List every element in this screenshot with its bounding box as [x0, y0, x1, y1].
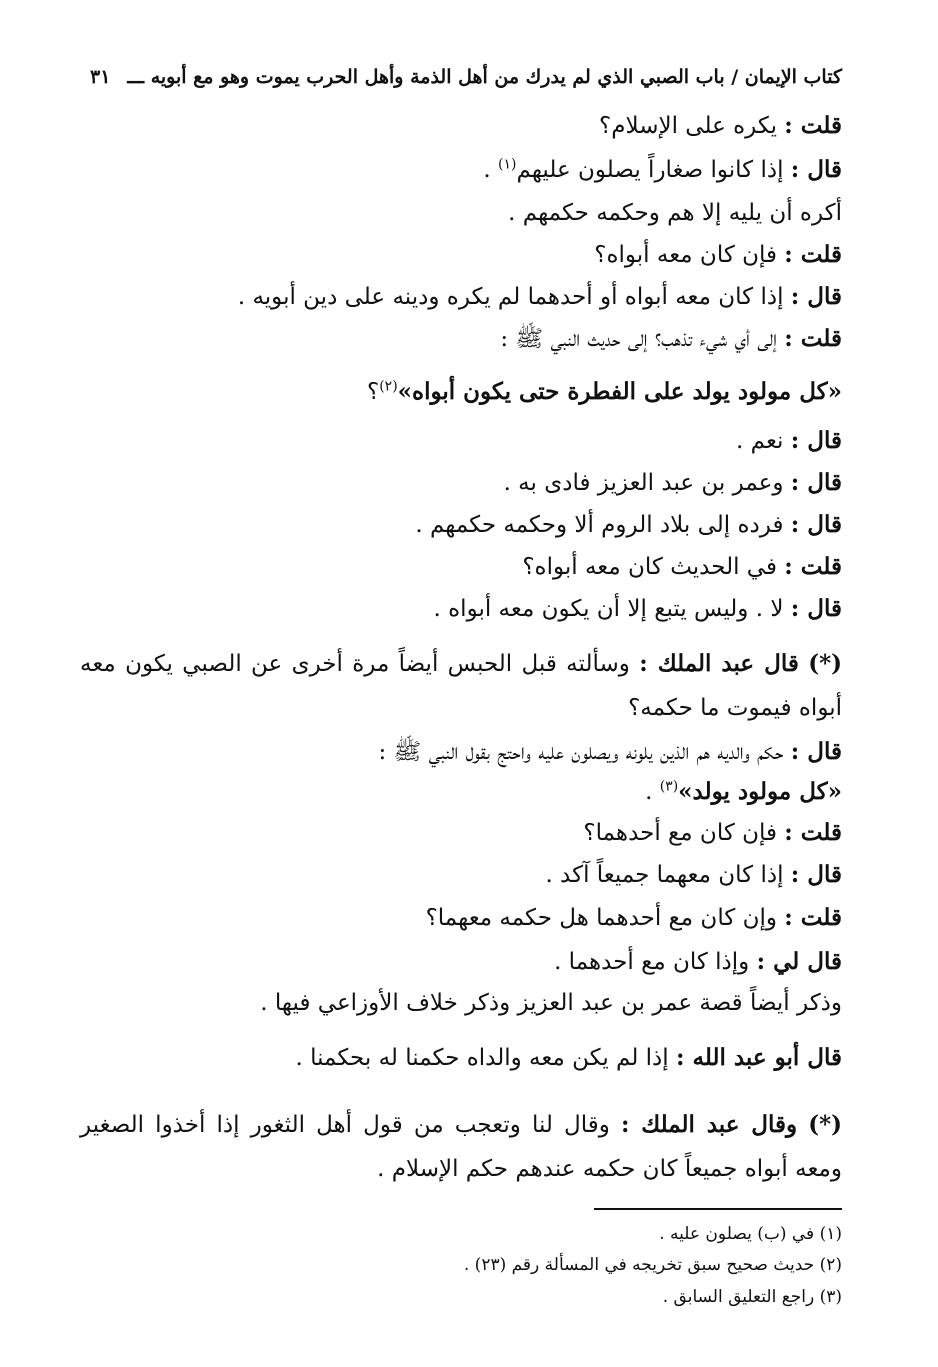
line-text: نعم .	[736, 428, 791, 454]
speaker-label: قلت :	[784, 241, 842, 268]
line-text-end: .	[645, 779, 660, 805]
speaker-label: قلت :	[784, 325, 842, 352]
hadith-quote-line	[645, 774, 842, 810]
speaker-label: قلت :	[784, 112, 842, 139]
line-text-end: .	[483, 157, 499, 183]
hadith-quote: «كل مولود يولد على الفطرة حتى يكون أبواه»	[397, 378, 842, 405]
footnote-separator	[594, 1208, 842, 1210]
speaker-label: قال أبو عبد الله :	[676, 1044, 842, 1071]
speaker-label: وقال عبد الملك :	[620, 1111, 798, 1138]
dialogue-line	[434, 591, 843, 627]
speaker-label: قال لي :	[756, 948, 842, 975]
speaker-label: قال :	[790, 511, 842, 538]
speaker-label: قال :	[790, 156, 842, 183]
speaker-label: قلت :	[784, 904, 842, 931]
page-number: ٣١	[90, 66, 111, 88]
dialogue-line	[599, 108, 842, 144]
dialogue-line	[508, 195, 842, 231]
line-text: إذا كانوا صغاراً يصلون عليهم	[516, 157, 791, 183]
speaker-label: قال :	[790, 861, 842, 888]
line-text: إذا كان معهما جميعاً آكد .	[545, 862, 791, 888]
line-text: فإن كان معه أبواه؟	[594, 242, 785, 268]
line-text: حكم والديه هم الذين يلونه ويصلون عليه واحتج بقول النبي ﷺ :	[378, 739, 791, 765]
dialogue-line	[260, 985, 842, 1021]
dialogue-line	[504, 465, 842, 501]
line-text: إلى أي شيء تذهب؟ إلى حديث النبي ﷺ :	[500, 326, 785, 352]
hadith-quote-line	[367, 374, 842, 410]
dialogue-line	[545, 857, 842, 893]
paragraph-text: وقال لنا وتعجب من قول أهل الثغور إذا أخذوا الصغير ومعه أبواه جميعاً كان حكمه عندهم حكم الإسلام .	[80, 1112, 842, 1182]
speaker-label: قال :	[790, 595, 842, 622]
speaker-label: قال :	[790, 283, 842, 310]
dialogue-line	[378, 734, 842, 770]
line-text: يكره على الإسلام؟	[599, 113, 785, 139]
dialogue-line	[426, 900, 842, 936]
running-header	[90, 60, 842, 94]
narration-paragraph	[80, 1103, 842, 1191]
narration-paragraph	[80, 642, 842, 730]
line-text: في الحديث كان معه أبواه؟	[522, 554, 785, 580]
line-text: لا . وليس يتبع إلا أن يكون معه أبواه .	[433, 596, 791, 622]
footnote-ref: (٣)	[659, 778, 679, 795]
footnote: (١) في (ب) يصلون عليه .	[659, 1224, 842, 1244]
speaker-label: قال :	[790, 469, 842, 496]
speaker-label: قلت :	[784, 819, 842, 846]
dialogue-line	[500, 321, 842, 357]
speaker-label: قال :	[790, 738, 842, 765]
line-text-end: ؟	[366, 379, 380, 405]
dialogue-line	[415, 507, 842, 543]
dialogue-line	[238, 279, 842, 315]
dialogue-line	[522, 549, 842, 585]
line-text: إذا لم يكن معه والداه حكمنا له بحكمنا .	[295, 1045, 676, 1071]
header-title: كتاب الإيمان / باب الصبي الذي لم يدرك من أهل الذمة وأهل الحرب يموت وهو مع أبويه ـــ	[127, 66, 842, 88]
section-marker: (*)	[808, 1111, 842, 1138]
line-text: فرده إلى بلاد الروم ألا وحكمه حكمهم .	[415, 512, 791, 538]
dialogue-line	[483, 152, 842, 188]
speaker-label: قال عبد الملك :	[639, 650, 799, 677]
line-text: وذكر أيضاً قصة عمر بن عبد العزيز وذكر خلاف الأوزاعي فيها .	[260, 990, 842, 1016]
line-text: وإذا كان مع أحدهما .	[554, 949, 757, 975]
paragraph-text: وسألته قبل الحبس أيضاً مرة أخرى عن الصبي يكون معه أبواه فيموت ما حكمه؟	[80, 651, 842, 721]
hadith-quote: «كل مولود يولد»	[678, 778, 842, 805]
speaker-label: قلت :	[784, 553, 842, 580]
dialogue-line	[736, 423, 842, 459]
line-text: فإن كان مع أحدهما؟	[583, 820, 785, 846]
footnote-ref: (١)	[498, 156, 517, 173]
line-text: إذا كان معه أبواه أو أحدهما لم يكره ودينه على دين أبويه .	[237, 284, 791, 310]
dialogue-line	[583, 815, 842, 851]
speaker-label: قال :	[790, 427, 842, 454]
line-text: وعمر بن عبد العزيز فادى به .	[503, 470, 791, 496]
dialogue-line	[594, 237, 842, 273]
section-marker: (*)	[808, 650, 843, 677]
footnote-ref: (٢)	[379, 378, 398, 395]
line-text: وإن كان مع أحدهما هل حكمه معهما؟	[425, 905, 785, 931]
dialogue-line	[295, 1040, 842, 1076]
footnote: (٣) راجع التعليق السابق .	[662, 1287, 842, 1307]
dialogue-line	[554, 944, 842, 980]
line-text: أكره أن يليه إلا هم وحكمه حكمهم .	[508, 200, 842, 226]
footnote: (٢) حديث صحيح سبق تخريجه في المسألة رقم (٢٣) .	[463, 1255, 842, 1275]
